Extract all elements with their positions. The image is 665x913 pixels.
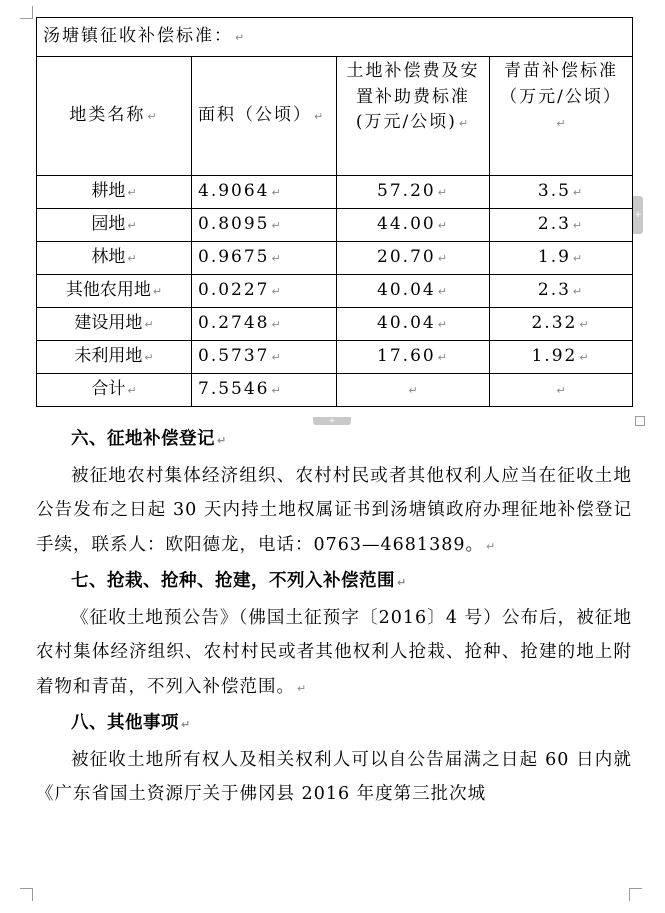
header-land-type: 地类名称 ↵ [37, 57, 192, 176]
cell-crop-compensation: 2.3 ↵ [490, 209, 633, 242]
cell-land-type: 建设用地 ↵ [37, 308, 192, 341]
cell-crop-compensation: 3.5 ↵ [490, 176, 633, 209]
header-crop-compensation: 青苗补偿标准（万元/公顷）↵ [490, 57, 633, 176]
cell-land-type: 未利用地 ↵ [37, 341, 192, 374]
crop-mark-bottom-left [20, 888, 33, 901]
cell-empty: ↵ [337, 374, 490, 407]
section-paragraph: 《征收土地预公告》（佛国土征预字〔2016〕4 号）公布后，被征地农村集体经济组织、农村村民或者其他权利人抢栽、抢种、抢建的地上附着物和青苗，不列入补偿范围。 ↵ [36, 607, 632, 697]
table-total-row [37, 374, 633, 407]
table-caption: 汤塘镇征收补偿标准： ↵ [37, 18, 633, 57]
cell-area: 0.0227 ↵ [192, 275, 337, 308]
cell-crop-compensation: 1.92 ↵ [490, 341, 633, 374]
document-body [36, 422, 632, 812]
table-row [37, 209, 633, 242]
section-heading: 七、抢栽、抢种、抢建，不列入补偿范围 ↵ [71, 571, 407, 591]
table-move-handle[interactable]: + [313, 417, 351, 425]
table-resize-handle[interactable] [635, 416, 645, 426]
cell-area: 0.5737 ↵ [192, 341, 337, 374]
table-row [37, 341, 633, 374]
cell-land-compensation: 17.60 ↵ [337, 341, 490, 374]
cell-land-type: 耕地 ↵ [37, 176, 192, 209]
table-row [37, 308, 633, 341]
cell-area: 0.2748 ↵ [192, 308, 337, 341]
cell-land-compensation: 44.00 ↵ [337, 209, 490, 242]
table-row [37, 275, 633, 308]
header-area: 面积（公顷） ↵ [192, 57, 337, 176]
cell-crop-compensation: 2.32 ↵ [490, 308, 633, 341]
cell-land-compensation: 20.70 ↵ [337, 242, 490, 275]
cell-empty: ↵ [490, 374, 633, 407]
cell-land-type: 园地 ↵ [37, 209, 192, 242]
section-paragraph: 被征地农村集体经济组织、农村村民或者其他权利人应当在征收土地公告发布之日起 30 天内持土地权属证书到汤塘镇政府办理征地补偿登记手续，联系人：欧阳德龙，电话：0763—4681389。 ↵ [36, 465, 632, 555]
header-land-compensation: 土地补偿费及安置补助费标准(万元/公顷) ↵ [337, 57, 490, 176]
cell-area: 0.8095 ↵ [192, 209, 337, 242]
table-row [37, 176, 633, 209]
section-paragraph: 被征收土地所有权人及相关权利人可以自公告届满之日起 60 日内就《广东省国土资源厅关于佛冈县 2016 年度第三批次城 [36, 749, 632, 804]
section-heading: 八、其他事项 ↵ [71, 713, 191, 733]
cell-crop-compensation: 2.3 ↵ [490, 275, 633, 308]
cell-land-type: 其他农用地 ↵ [37, 275, 192, 308]
cell-total-label: 合计 ↵ [37, 374, 192, 407]
section-heading: 六、征地补偿登记 ↵ [71, 429, 227, 449]
cell-land-compensation: 40.04 ↵ [337, 308, 490, 341]
cell-area: 0.9675 ↵ [192, 242, 337, 275]
cell-land-type: 林地 ↵ [37, 242, 192, 275]
cell-land-compensation: 40.04 ↵ [337, 275, 490, 308]
cell-total-area: 7.5546 ↵ [192, 374, 337, 407]
compensation-table [36, 17, 633, 407]
crop-mark-bottom-right [629, 888, 642, 901]
add-column-handle[interactable]: + [633, 196, 643, 234]
table-row [37, 242, 633, 275]
crop-mark-top-left [20, 6, 33, 19]
cell-area: 4.9064 ↵ [192, 176, 337, 209]
cell-land-compensation: 57.20 ↵ [337, 176, 490, 209]
cell-crop-compensation: 1.9 ↵ [490, 242, 633, 275]
